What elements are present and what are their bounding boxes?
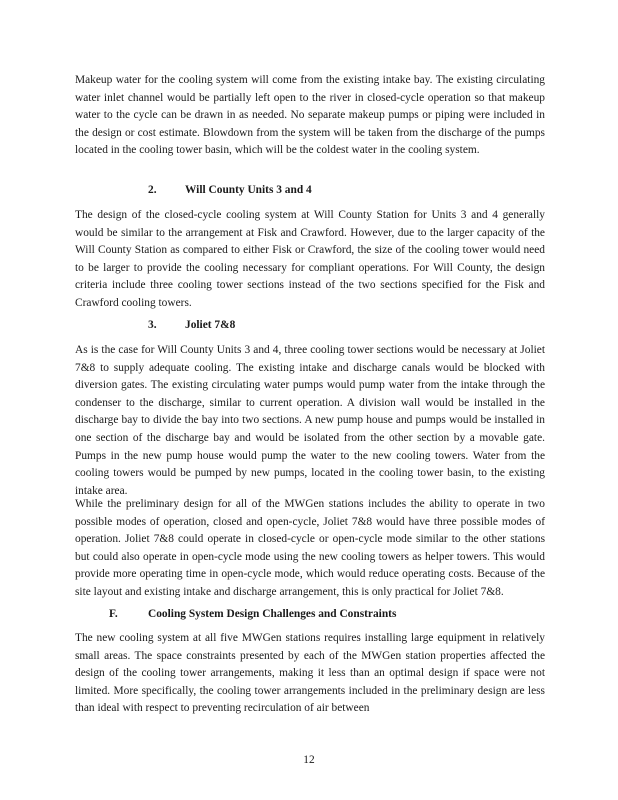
section-title: Cooling System Design Challenges and Constraints	[148, 608, 397, 620]
section-heading-joliet	[148, 317, 235, 335]
paragraph-space-constraints: The new cooling system at all five MWGen stations requires installing large equipment in relatively small areas. The space constraints presented by each of the MWGen station properties affected the design of the cooling tower arrangements, making it less than an optimal design if space were not limited. More specifically, the cooling tower arrangements included in the preliminary design are less than ideal with respect to preventing recirculation of air between	[75, 632, 545, 715]
section-title: Will County Units 3 and 4	[185, 184, 312, 196]
section-heading-will-county	[148, 182, 312, 200]
section-letter: F.	[109, 608, 118, 620]
paragraph-joliet: As is the case for Will County Units 3 and 4, three cooling tower sections would be necessary at Joliet 7&8 to supply adequate cooling. The existing intake and discharge canals would be blocked with diversion gates. The existing circulating water pumps would pump water from the intake through the condenser to the discharge, similar to current operation. A division wall would be installed in the discharge bay to divide the bay into two sections. A new pump house and pumps would be installed in one section of the discharge bay and would be isolated from the other section by a movable gate. Pumps in the new pump house would pump the water to the new cooling towers. Water from the cooling towers would be pumped by new pumps, located in the cooling tower basin, to the existing intake area.	[75, 344, 545, 497]
paragraph-modes-of-operation: While the preliminary design for all of the MWGen stations includes the ability to operate in two possible modes of operation, closed and open-cycle, Joliet 7&8 would have three possible modes of operation. Joliet 7&8 could operate in closed-cycle or open-cycle mode similar to the other stations but could also operate in open-cycle mode using the new cooling towers as helper towers. This would provide more operating time in open-cycle mode, which would reduce operating costs. Because of the site layout and existing intake and discharge arrangement, this is only practical for Joliet 7&8.	[75, 498, 545, 598]
section-number: 2.	[148, 184, 157, 196]
section-heading-design-challenges	[109, 606, 396, 624]
paragraph-makeup-water: Makeup water for the cooling system will come from the existing intake bay. The existing circulating water inlet channel would be partially left open to the river in closed-cycle operation so that makeup water to the cycle can be drawn in as needed. No separate makeup pumps or piping were included in the design or cost estimate. Blowdown from the system will be taken from the discharge of the pumps located in the cooling tower basin, which will be the coldest water in the cooling system.	[75, 74, 545, 157]
section-title: Joliet 7&8	[185, 319, 236, 331]
paragraph-will-county: The design of the closed-cycle cooling system at Will County Station for Units 3 and 4 generally would be similar to the arrangement at Fisk and Crawford. However, due to the larger capacity of the Will County Station as compared to either Fisk or Crawford, the size of the cooling tower would need to be larger to provide the cooling necessary for compliant operations. For Will County, the design criteria include three cooling tower sections instead of the two sections specified for the Fisk and Crawford cooling towers.	[75, 209, 545, 309]
section-number: 3.	[148, 319, 157, 331]
page-number: 12	[303, 754, 315, 766]
